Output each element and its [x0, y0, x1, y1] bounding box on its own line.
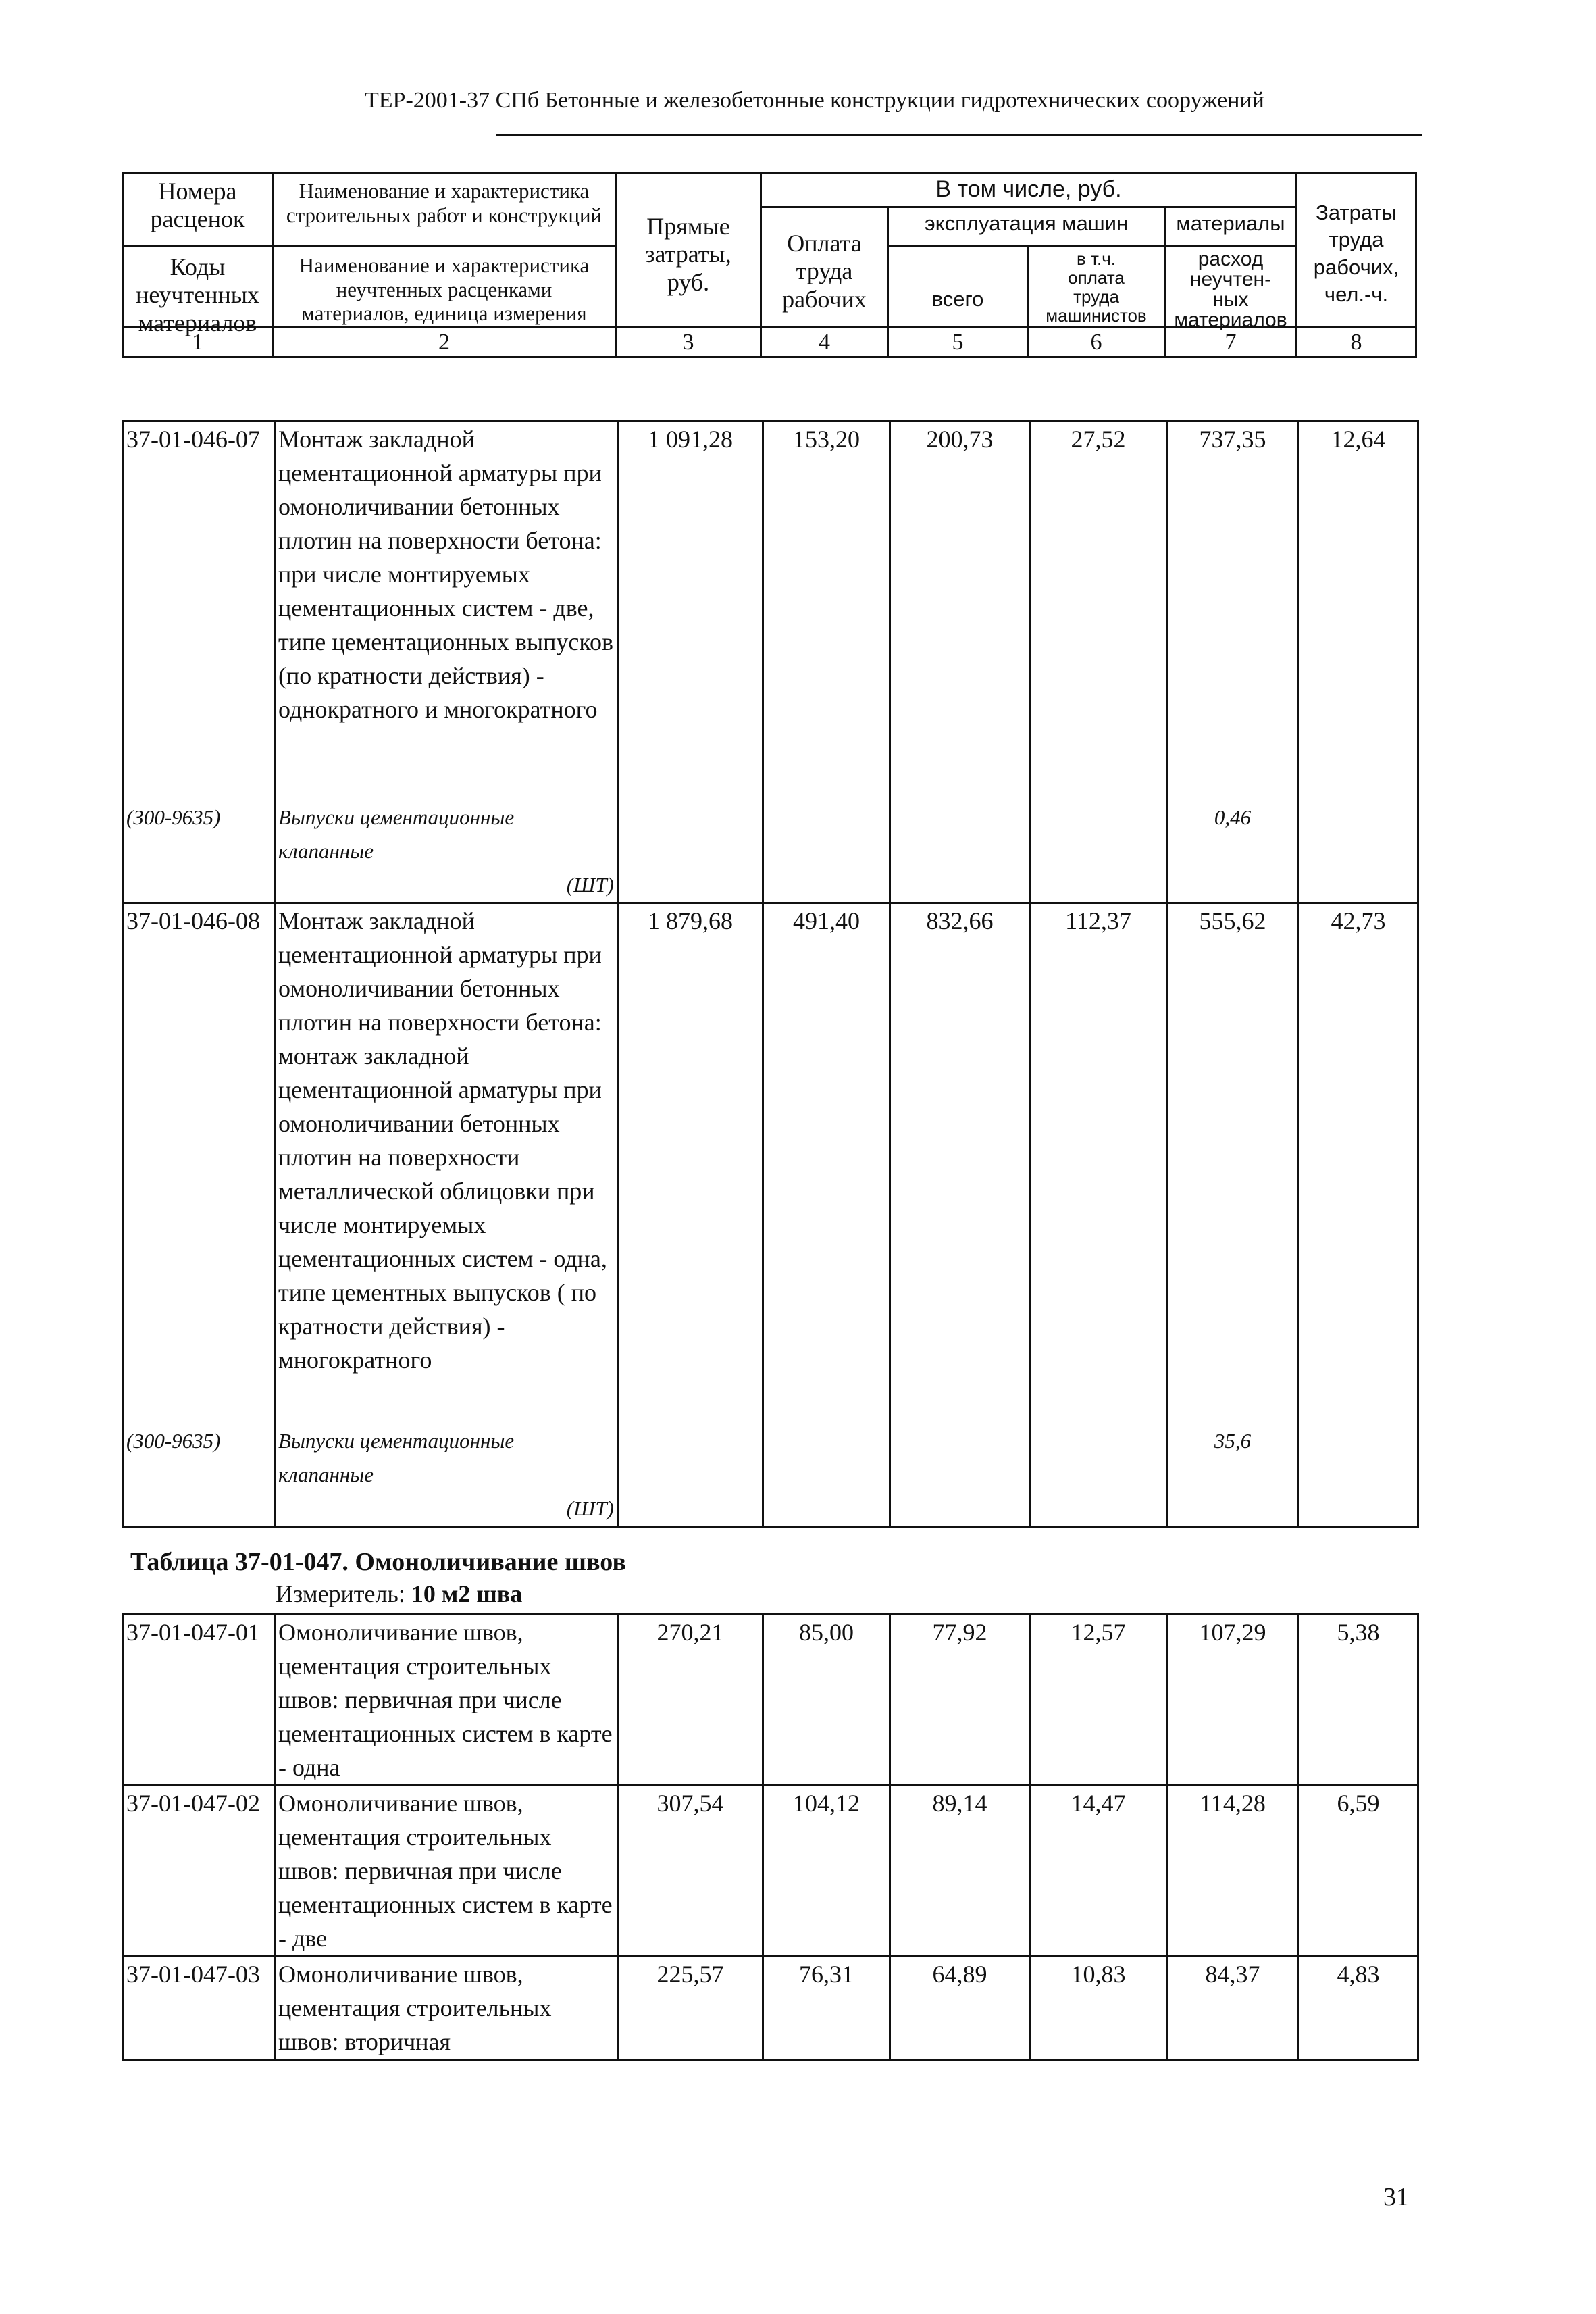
labor-hours: 12,64 [1299, 422, 1418, 801]
rate-code: 37-01-047-02 [123, 1786, 275, 1957]
materials-cost: 107,29 [1167, 1615, 1299, 1786]
labor-pay: 76,31 [763, 1957, 890, 2060]
header-work-name: Наименование и характеристика [299, 179, 590, 203]
materials-cost: 84,37 [1167, 1957, 1299, 2060]
work-description: Монтаж закладной цементационной арматуры при омоноличивании бетонных плотин на поверхности бетона: при числе монтируемых цементационных систем - две, типе цементационных выпусков (по кратности действия) - однократного и многократного [275, 422, 618, 801]
machines-total: 832,66 [890, 903, 1030, 1425]
direct-costs: 225,57 [618, 1957, 763, 2060]
table-row [123, 903, 1418, 1425]
direct-costs: 1 879,68 [618, 903, 763, 1425]
document-title: ТЕР-2001-37 СПб Бетонные и железобетонные конструкции гидротехнических сооружений [365, 88, 1264, 113]
header-rule [496, 134, 1422, 136]
table-row [123, 1786, 1418, 1957]
column-number: 3 [682, 330, 694, 355]
work-description: Омоноличивание швов, цементация строительных швов: вторичная [275, 1957, 618, 2060]
labor-hours: 5,38 [1299, 1615, 1418, 1786]
column-number: 1 [192, 330, 203, 355]
material-code: (300-9635) [123, 801, 275, 903]
machinist-pay: 27,52 [1030, 422, 1167, 801]
materials-cost: 737,35 [1167, 422, 1299, 801]
column-number: 6 [1090, 330, 1102, 355]
column-number: 4 [819, 330, 830, 355]
section-measure: Измеритель: 10 м2 шва [276, 1580, 523, 1607]
rates-table-047 [122, 1613, 1419, 2061]
labor-hours: 42,73 [1299, 903, 1418, 1425]
header-codes: Номера [158, 178, 237, 205]
material-unit: (ШТ) [566, 873, 614, 897]
header-labor-pay: Оплата [787, 230, 862, 257]
material-code: (300-9635) [123, 1424, 275, 1527]
rate-code: 37-01-047-01 [123, 1615, 275, 1786]
rate-code: 37-01-046-08 [123, 903, 275, 1425]
column-number: 8 [1350, 330, 1362, 355]
header-machines: эксплуатация машин [924, 211, 1129, 235]
table-row [123, 1615, 1418, 1786]
machines-total: 64,89 [890, 1957, 1030, 2060]
table-row [123, 1957, 1418, 2060]
work-description: Монтаж закладной цементационной арматуры при омоноличивании бетонных плотин на поверхности бетона: монтаж закладной цементационной арматуры при омоноличивании бетонных плотин на поверхности металлической облицовки при числе монтируемых цементационных систем - одна, типе цементных выпусков ( по кратности действия) - многократного [275, 903, 618, 1425]
material-row [123, 1424, 1418, 1527]
page-number: 31 [1383, 2183, 1409, 2211]
machines-total: 200,73 [890, 422, 1030, 801]
section-title: Таблица 37-01-047. Омоноличивание швов [130, 1548, 626, 1576]
rates-table-046 [122, 420, 1419, 1528]
machinist-pay: 14,47 [1030, 1786, 1167, 1957]
direct-costs: 1 091,28 [618, 422, 763, 801]
material-name: Выпуски цементационные клапанные [278, 805, 515, 863]
header-labor-hours: Затраты [1316, 201, 1397, 224]
materials-cost: 114,28 [1167, 1786, 1299, 1957]
material-unit: (ШТ) [566, 1496, 614, 1520]
material-quantity: 35,6 [1167, 1424, 1299, 1527]
material-name: Выпуски цементационные клапанные [278, 1429, 515, 1486]
labor-hours: 4,83 [1299, 1957, 1418, 2060]
header-machines-total: всего [931, 287, 984, 311]
labor-pay: 85,00 [763, 1615, 890, 1786]
rate-code: 37-01-047-03 [123, 1957, 275, 2060]
direct-costs: 270,21 [618, 1615, 763, 1786]
header-machinist-pay: в т.ч. [1076, 249, 1116, 269]
table-row [123, 422, 1418, 801]
header-materials: материалы [1176, 211, 1285, 235]
labor-hours: 6,59 [1299, 1786, 1418, 1957]
materials-cost: 555,62 [1167, 903, 1299, 1425]
header-group-title: В том числе, руб. [935, 176, 1122, 202]
machinist-pay: 112,37 [1030, 903, 1167, 1425]
table-header: Номера расценок Коды неучтенных материалов Наименование и характеристика строительных работ и конструкций Наименование и характеристика неучтенных расценками материалов, единица измерения Прямые затраты, руб. В том числе, руб. Оплата труда рабочих эксплуатация машин материалы всего в т.ч. оплата труда машинистов расход неучтен- ных материалов Затраты труда рабочих, чел.-ч. 1 2 3 4 5 6 7 8 [122, 172, 1417, 358]
header-direct-costs: Прямые [646, 213, 730, 240]
labor-pay: 104,12 [763, 1786, 890, 1957]
rate-code: 37-01-046-07 [123, 422, 275, 801]
work-description: Омоноличивание швов, цементация строительных швов: первичная при числе цементационных систем в карте - две [275, 1786, 618, 1957]
machines-total: 89,14 [890, 1786, 1030, 1957]
machines-total: 77,92 [890, 1615, 1030, 1786]
direct-costs: 307,54 [618, 1786, 763, 1957]
material-row [123, 801, 1418, 903]
column-number: 2 [438, 330, 450, 355]
material-quantity: 0,46 [1167, 801, 1299, 903]
column-number: 7 [1225, 330, 1237, 355]
machinist-pay: 12,57 [1030, 1615, 1167, 1786]
column-number: 5 [952, 330, 964, 355]
work-description: Омоноличивание швов, цементация строительных швов: первичная при числе цементационных систем в карте - одна [275, 1615, 618, 1786]
header-unaccounted-materials: расход [1198, 248, 1264, 270]
labor-pay: 491,40 [763, 903, 890, 1425]
labor-pay: 153,20 [763, 422, 890, 801]
machinist-pay: 10,83 [1030, 1957, 1167, 2060]
